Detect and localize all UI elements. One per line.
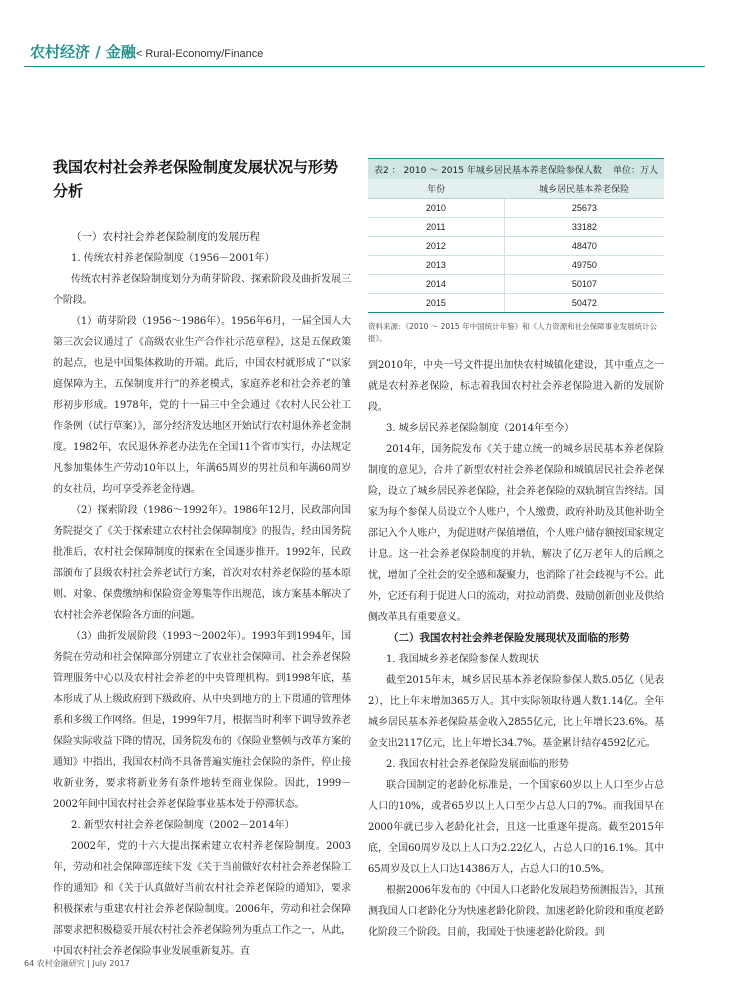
paragraph: 截至2015年末，城乡居民基本养老保险参保人数5.05亿（见表2），比上年末增加365万人。其中实际领取待遇人数1.14亿。全年城乡居民基本养老保险基金收入2855亿元，比上年增长23.6%。基金支出2117亿元，比上年增长34.7%。基金累计结存4592亿元。 xyxy=(368,675,664,749)
table-source-note: 资料来源：《2010 ～ 2015 年中国统计年鉴》和《人力资源和社会保障事业发展统计公报》。 xyxy=(368,322,658,343)
paragraph: （3）曲折发展阶段（1993～2002年）。1993年到1994年，国务院在劳动和社会保障部分别建立了农业社会保障司、社会养老保险管理服务中心以及农村社会养老的中央管理机构。到1998年底，基本形成了从上级政府到下级政府、从中央到地方的上下贯通的管理体系和多级工作网络。但是，1999年7月，根据当时利率下调导致养老保险实际收益下降的情况，国务院发布的《保险业整顿与改革方案的通知》中指出，我国农村尚不具备普遍实施社会保险的条件，停止接收新业务，要求将新业务有条件地转至商业保险。因此，1999－2002年间中国农村社会养老保险事业基本处于停滞状态。 xyxy=(53,631,351,810)
table-cell-year: 2013 xyxy=(368,256,504,275)
table-header-row xyxy=(368,179,664,199)
table-title: 表2 ： 2010 ～ 2015 年城乡居民基本养老保险参保人数 xyxy=(374,165,602,176)
subsection-heading: 2. 新型农村社会养老保险制度（2002－2014年） xyxy=(71,820,295,831)
table-cell-value: 50107 xyxy=(504,275,664,294)
table-cell-value: 48470 xyxy=(504,237,664,256)
paragraph: 到2010年，中央一号文件提出加快农村城镇化建设，其中重点之一就是农村养老保险，标志着我国农村社会养老保险进入新的发展阶段。 xyxy=(368,360,664,413)
paragraph: 传统农村养老保险制度划分为萌芽阶段、探索阶段及曲折发展三个阶段。 xyxy=(53,274,351,306)
page-header xyxy=(24,36,705,67)
left-column xyxy=(53,155,351,962)
paragraph: 根据2006年发布的《中国人口老龄化发展趋势预测报告》，其预测我国人口老龄化分为快速老龄化阶段、加速老龄化阶段和重度老龄化阶段三个阶段。目前，我国处于快速老龄化阶段。到 xyxy=(368,885,664,938)
article-title: 我国农村社会养老保险制度发展状况与形势分析 xyxy=(53,158,339,200)
data-table xyxy=(368,158,664,313)
table-unit: 单位：万人 xyxy=(612,165,658,176)
table-header-value: 城乡居民基本养老保险 xyxy=(504,179,664,199)
table-title-row xyxy=(368,159,664,180)
table-cell-value: 25673 xyxy=(504,199,664,218)
table-cell-year: 2015 xyxy=(368,294,504,313)
category-en: < Rural-Economy/Finance xyxy=(135,48,264,60)
table-cell-year: 2012 xyxy=(368,237,504,256)
subsection-heading: 1. 传统农村养老保险制度（1956－2001年） xyxy=(71,253,275,264)
paragraph: 联合国制定的老龄化标准是，一个国家60岁以上人口至少占总人口的10%，或者65岁以上人口至少占总人口的7%。而我国早在2000年就已步入老龄化社会，且这一比重逐年提高。截至2015年底，全国60周岁及以上人口为2.22亿人，占总人口的16.1%。其中65周岁及以上人口达14386万人，占总人口的10.5%。 xyxy=(368,780,664,875)
table-header-year: 年份 xyxy=(368,179,504,199)
table-row xyxy=(368,218,664,237)
category-cn: 农村经济 / 金融 xyxy=(30,43,136,61)
paragraph: 2014年，国务院发布《关于建立统一的城乡居民基本养老保险制度的意见》，合并了新型农村社会养老保险和城镇居民社会养老保险，设立了城乡居民养老保险，社会养老保险的双轨制宣告终结。国家为每个参保人员设立个人账户，个人缴费，政府补助及其他补助全部记入个人账户，为促进财产保值增值，个人账户储存额按国家规定计息。这一社会养老保险制度的并轨，解决了亿万老年人的后顾之忧，增加了全社会的安全感和凝聚力，也消除了社会歧视与不公。此外，它还有利于促进人口的流动，对拉动消费、鼓励创新创业及供给侧改革具有重要意义。 xyxy=(368,444,664,623)
table-row xyxy=(368,256,664,275)
page-footer: 64 农村金融研究 | July 2017 xyxy=(24,959,130,968)
table-cell-year: 2014 xyxy=(368,275,504,294)
paragraph: （1）萌芽阶段（1956～1986年）。1956年6月，一届全国人大第三次会议通过了《高级农业生产合作社示范章程》，这是五保政策的起点，也是中国集体救助的开端。此后，中国农村就形成了“以家庭保障为主，五保制度并行”的养老模式，家庭养老和社会养老的雏形初步形成。1978年，党的十一届三中全会通过《农村人民公社工作条例（试行草案）》，部分经济发达地区开始试行农村退休养老金制度。1982年，农民退休养老办法先在全国11个省市实行，办法规定凡参加集体生产劳动10年以上，年满65周岁的男社员和年满60周岁的女社员，均可享受养老金待遇。 xyxy=(53,316,351,495)
paragraph: （2）探索阶段（1986～1992年）。1986年12月，民政部向国务院提交了《关于探索建立农村社会保障制度》的报告，经由国务院批准后，农村社会保障制度的探索在全国逐步推开。1992年，民政部颁布了县级农村社会养老试行方案，首次对农村养老保险的基本原则、对象、保费缴纳和保险资金筹集等作出规范，该方案基本解决了农村社会养老保险各方面的问题。 xyxy=(53,505,351,621)
subsection-heading: 1. 我国城乡养老保险参保人数现状 xyxy=(386,654,539,665)
paragraph: 2002年，党的十六大提出探索建立农村养老保险制度。2003年，劳动和社会保障部连续下发《关于当前做好农村社会养老保险工作的通知》和《关于认真做好当前农村社会养老保险的通知》，要求积极探索与重建农村社会养老保险制度。2006年，劳动和社会保障部要求把积极稳妥开展农村社会养老保险列为重点工作之一，从此，中国农村社会养老保险事业发展重新复苏。直 xyxy=(53,841,351,957)
table-title-cell xyxy=(368,159,664,180)
table-cell-value: 49750 xyxy=(504,256,664,275)
table-cell-year: 2010 xyxy=(368,199,504,218)
subsection-heading: 3. 城乡居民养老保险制度（2014年至今） xyxy=(386,423,575,434)
section-heading-2: （二）我国农村社会养老保险发展现状及面临的形势 xyxy=(388,632,630,644)
subsection-heading: 2. 我国农村社会养老保险发展面临的形势 xyxy=(386,759,569,770)
table-cell-value: 50472 xyxy=(504,294,664,313)
table-row xyxy=(368,237,664,256)
table-row xyxy=(368,275,664,294)
table-cell-year: 2011 xyxy=(368,218,504,237)
right-column xyxy=(368,158,664,943)
table-row xyxy=(368,294,664,313)
table-cell-value: 33182 xyxy=(504,218,664,237)
table-row xyxy=(368,199,664,218)
section-heading-1: （一）农村社会养老保险制度的发展历程 xyxy=(71,231,260,243)
section-category xyxy=(30,41,263,62)
